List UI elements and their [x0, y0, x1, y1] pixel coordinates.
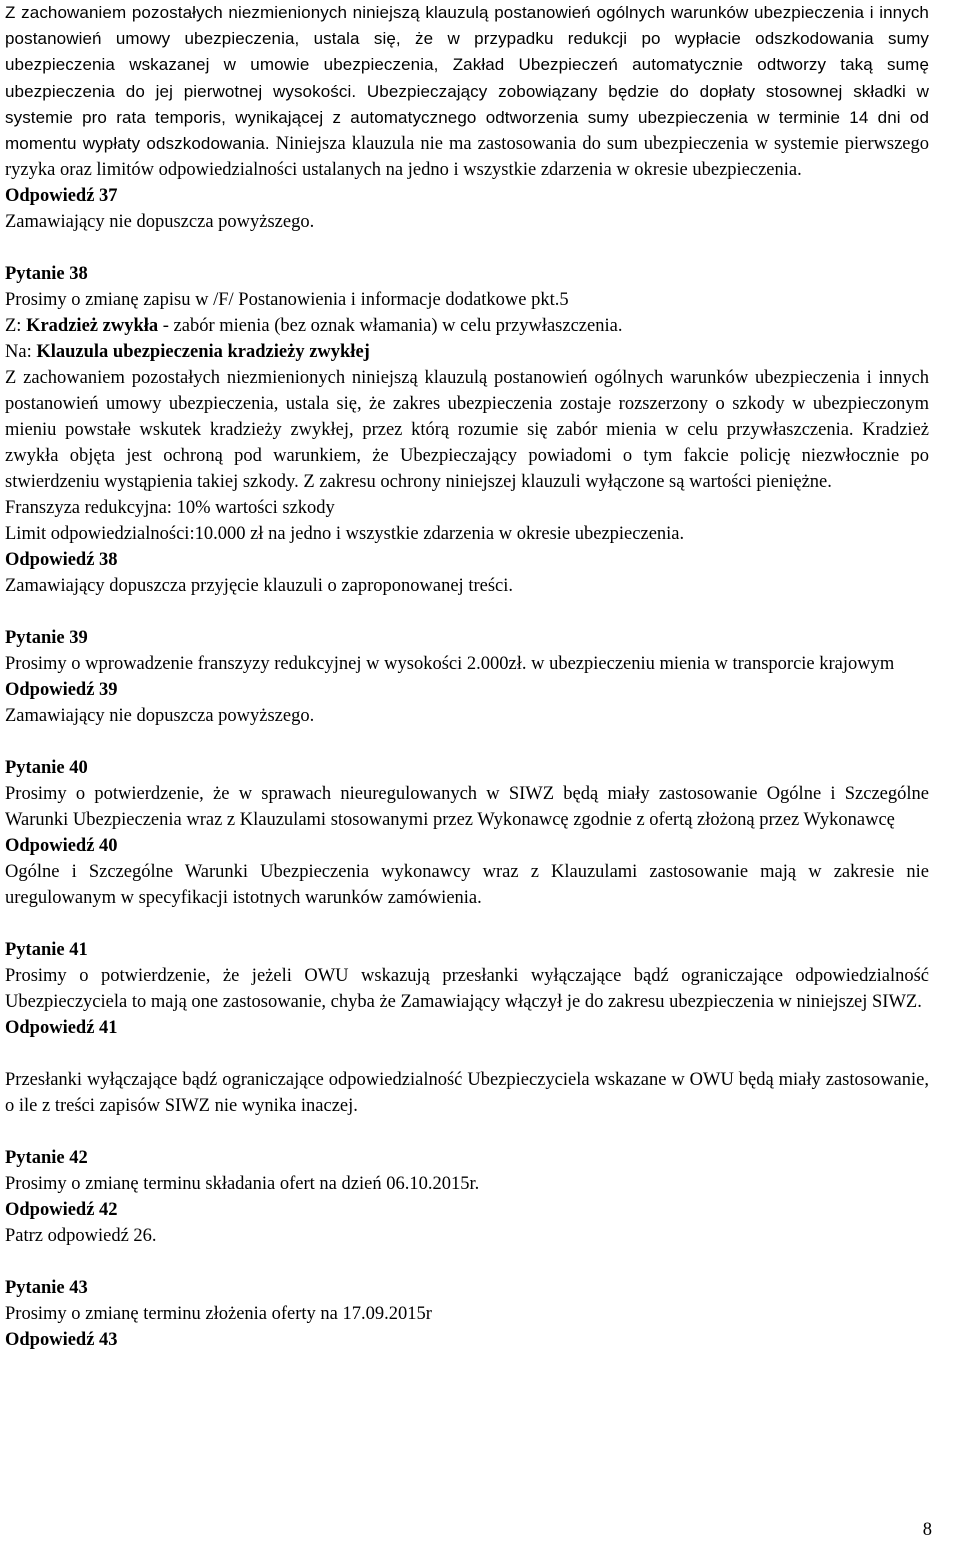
clause-text: Z zachowaniem pozostałych niezmienionych niniejszą klauzulą postanowień ogólnych warunków ubezpieczenia i innych postanowień umowy ubezpieczenia, ustala się, że zakres ubezpieczenia zostaje rozszerzony o szkody w ubezpieczonym mieniu powstałe wskutek kradzieży zwykłej, przez którą rozumie się zabór mienia w celu przywłaszczenia. Kradzież zwykła objęta jest ochroną pod warunkiem, że Ubezpieczający powiadomi o tym fakcie policję niezwłocznie po stwierdzeniu wystąpienia takiej szkody. Z zakresu ochrony niniejszej klauzuli wyłączone są wartości pieniężne. — [5, 368, 929, 493]
answer-39-text: Zamawiający nie dopuszcza powyższego. — [5, 706, 315, 727]
intro-paragraph — [5, 0, 929, 183]
answer-37-text: Zamawiający nie dopuszcza powyższego. — [5, 212, 315, 233]
question-43-text: Prosimy o zmianę terminu złożenia oferty na 17.09.2015r — [5, 1304, 432, 1325]
question-41-text: Prosimy o potwierdzenie, że jeżeli OWU wskazują przesłanki wyłączające bądź ograniczające odpowiedzialność Ubezpieczyciela to mają one zastosowanie, chyba że Zamawiający włączył je do zakresu ubezpieczenia w niniejszej SIWZ. — [5, 966, 929, 1013]
from-definition: - zabór mienia (bez oznak włamania) w celu przywłaszczenia. — [158, 316, 623, 337]
answer-38-heading: Odpowiedź 38 — [5, 550, 118, 571]
answer-39-heading: Odpowiedź 39 — [5, 680, 118, 701]
answer-42-text: Patrz odpowiedź 26. — [5, 1226, 157, 1247]
clause-title: Klauzula ubezpieczenia kradzieży zwykłej — [36, 342, 370, 363]
answer-40-heading: Odpowiedź 40 — [5, 836, 118, 857]
question-38-from — [5, 313, 929, 339]
question-38-to — [5, 339, 929, 365]
question-39-text: Prosimy o wprowadzenie franszyzy redukcyjnej w wysokości 2.000zł. w ubezpieczeniu mienia w transporcie krajowym — [5, 654, 895, 675]
question-38-heading: Pytanie 38 — [5, 264, 88, 285]
clause-franchise: Franszyza redukcyjna: 10% wartości szkody — [5, 498, 335, 519]
question-39-heading: Pytanie 39 — [5, 628, 88, 649]
page-number: 8 — [922, 1520, 932, 1540]
answer-42-heading: Odpowiedź 42 — [5, 1200, 118, 1221]
question-42-heading: Pytanie 42 — [5, 1148, 88, 1169]
question-40-heading: Pytanie 40 — [5, 758, 88, 779]
to-prefix: Na: — [5, 342, 37, 363]
question-42-text: Prosimy o zmianę terminu składania ofert na dzień 06.10.2015r. — [5, 1174, 480, 1195]
answer-37-heading: Odpowiedź 37 — [5, 186, 118, 207]
question-40-text: Prosimy o potwierdzenie, że w sprawach nieuregulowanych w SIWZ będą miały zastosowanie Ogólne i Szczególne Warunki Ubezpieczenia wraz z Klauzulami stosowanymi przez Wykonawcę zgodnie z ofertą złożoną przez Wykonawcę — [5, 784, 929, 831]
question-43-heading: Pytanie 43 — [5, 1278, 88, 1299]
from-prefix: Z: — [5, 316, 27, 337]
answer-41-text: Przesłanki wyłączające bądź ograniczające odpowiedzialność Ubezpieczyciela wskazane w OWU będą miały zastosowanie, o ile z treści zapisów SIWZ nie wynika inaczej. — [5, 1070, 929, 1117]
from-term: Kradzież zwykła — [26, 316, 159, 337]
question-38-text: Prosimy o zmianę zapisu w /F/ Postanowienia i informacje dodatkowe pkt.5 — [5, 290, 569, 311]
intro-sans-text: Z zachowaniem pozostałych niezmienionych niniejszą klauzulą postanowień ogólnych warunków ubezpieczenia i innych postanowień umowy ubezpieczenia, ustala się, że w przypadku redukcji po wypłacie odszkodowania sumy ubezpieczenia wskazanej w umowie ubezpieczenia, Zakład Ubezpieczeń automatycznie odtworzy taką sumę ubezpieczenia do jej pierwotnej wysokości. Ubezpieczający zobowiązany będzie do dopłaty stosownej składki w systemie pro rata temporis, wynikającej z automatycznego odtworzenia sumy ubezpieczenia w terminie 14 dni od momentu wypłaty odszkodowania. — [5, 3, 929, 154]
answer-43-heading: Odpowiedź 43 — [5, 1330, 118, 1351]
document-page — [5, 0, 929, 1353]
intro-serif-text: Niniejsza klauzula nie ma zastosowania do sum ubezpieczenia w systemie pierwszego ryzyka oraz limitów odpowiedzialności ustalanych na jedno i wszystkie zdarzenia w okresie ubezpieczenia. — [5, 134, 929, 181]
answer-38-text: Zamawiający dopuszcza przyjęcie klauzuli o zaproponowanej treści. — [5, 576, 514, 597]
answer-40-text: Ogólne i Szczególne Warunki Ubezpieczenia wykonawcy wraz z Klauzulami zastosowanie mają w zakresie nie uregulowanym w specyfikacji istotnych warunków zamówienia. — [5, 862, 929, 909]
question-41-heading: Pytanie 41 — [5, 940, 88, 961]
clause-limit: Limit odpowiedzialności:10.000 zł na jedno i wszystkie zdarzenia w okresie ubezpieczenia. — [5, 524, 685, 545]
answer-41-heading: Odpowiedź 41 — [5, 1018, 118, 1039]
